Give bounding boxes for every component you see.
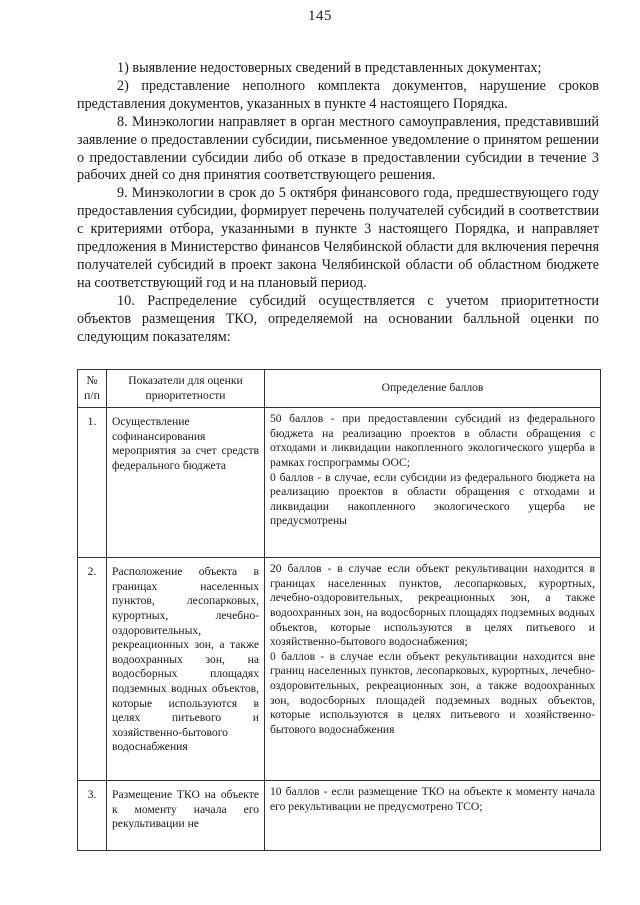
paragraph-point-8: 8. Минэкологии направляет в орган местного самоуправления, представивший заявление о предоставлении субсидии, письменное уведомление о принятом решении о предоставлении субсидии либо об отказе в предоставлении субсидии в течение 3 рабочих дней со дня принятия соответствующего решения. <box>77 113 599 184</box>
paragraph-item-1: 1) выявление недостоверных сведений в представленных документах; <box>117 60 542 76</box>
table-row <box>78 558 601 781</box>
row-points <box>265 781 601 851</box>
header-indicator: Показатели для оценки приоритетности <box>107 370 265 408</box>
row-number: 3. <box>78 781 107 851</box>
header-number: № п/п <box>78 370 107 408</box>
body-text <box>77 60 599 347</box>
paragraph-point-10: 10. Распределение субсидий осуществляется с учетом приоритетности объектов размещения ТКО, определяемой на основании балльной оценки по следующим показателям: <box>77 292 599 345</box>
row-number: 2. <box>78 558 107 781</box>
points-option: 0 баллов - в случае если объект рекультивации находится вне границ населенных пунктов, лесопарковых, курортных, лечебно-оздоровительных, рекреационных зон, а также водоохранных зон, водосборных площадей подземных водных объектов, которые используются в целях питьевого и хозяйственно-бытового водоснабжения <box>270 649 595 736</box>
page-number: 145 <box>308 8 332 24</box>
table-row <box>78 408 601 558</box>
row-indicator: Осуществление софинансирования мероприятия за счет средств федерального бюджета <box>107 408 265 558</box>
paragraph-item-2: 2) представление неполного комплекта документов, нарушение сроков представления документов, указанных в пункте 4 настоящего Порядка. <box>77 77 599 112</box>
row-points <box>265 558 601 781</box>
row-number: 1. <box>78 408 107 558</box>
row-indicator: Расположение объекта в границах населенных пунктов, лесопарковых, курортных, лечебно-оздоровительных, рекреационных зон, а также водоохранных зон, на водосборных площадях подземных водных объектов, которые используются в целях питьевого и хозяйственно-бытового водоснабжения <box>107 558 265 781</box>
paragraph-point-9: 9. Минэкологии в срок до 5 октября финансового года, предшествующего году предоставления субсидии, формирует перечень получателей субсидий в соответствии с критериями отбора, указанными в пункте 3 настоящего Порядка, и направляет предложения в Министерство финансов Челябинской области для включения перечня получателей субсидий в проект закона Челябинской области об областном бюджете на соответствующий год и на плановый период. <box>77 185 599 291</box>
row-points <box>265 408 601 558</box>
table-row <box>78 781 601 851</box>
points-option: 10 баллов - если размещение ТКО на объекте к моменту начала его рекультивации не предусмотрено ТСО; <box>270 785 595 813</box>
criteria-table <box>77 369 601 851</box>
points-option: 0 баллов - в случае, если субсидии из федерального бюджета на реализацию проектов в области обращения с отходами и ликвидации накопленного экологического ущерба не предусмотрены <box>270 470 595 528</box>
table-header-row <box>78 370 601 408</box>
header-points: Определение баллов <box>265 370 601 408</box>
points-option: 20 баллов - в случае если объект рекультивации находится в границах населенных пунктов, лесопарковых, курортных, лечебно-оздоровительных, рекреационных зон, а также водоохранных зон, на водосборных площадях подземных водных объектов, которые используются в целях питьевого и хозяйственно-бытового водоснабжения; <box>270 562 595 649</box>
points-option: 50 баллов - при предоставлении субсидий из федерального бюджета на реализацию проектов в области обращения с отходами и ликвидации накопленного экологического ущерба в рамках госпрограммы ООС; <box>270 412 595 469</box>
row-indicator: Размещение ТКО на объекте к моменту начала его рекультивации не <box>107 781 265 851</box>
